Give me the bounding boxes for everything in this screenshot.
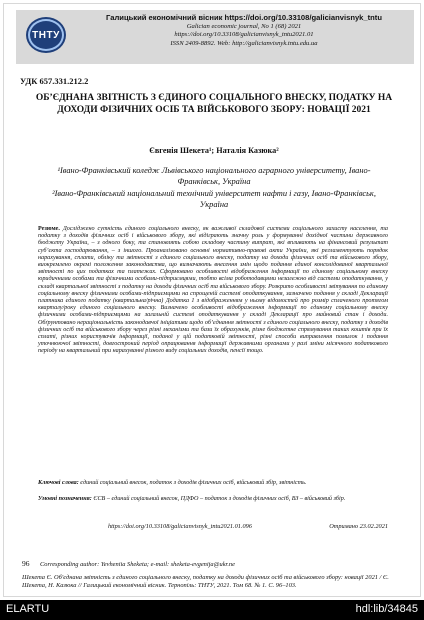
archive-stamp-bar [0,600,424,620]
handle-id[interactable]: hdl:lib/34845 [355,603,418,615]
keywords-label: Ключові слова: [38,480,79,486]
abstract-label: Резюме. [38,226,60,232]
repository-name: ELARTU [6,603,50,615]
journal-logo [26,17,66,53]
journal-info [79,13,409,48]
authors: Євгенія Шекета¹; Наталія Казюка² [149,146,279,155]
page-number: 96 [22,559,30,568]
article-doi[interactable]: https://doi.org/10.33108/galicianvisnyk_tntu2021.01.096 [108,523,252,530]
abstract-text: Досліджено сутність єдиного соціального внеску, як важливої складової системи соціального захисту населення, та податку з доходів фізичних осіб і військового збору, які відіграють значну роль у формуванні дохідної частини державного бюджету України, – з одного боку, та становлять собою складову частину витрат, які впливають на фінансовий результат суб’єкта господарювання, – з іншого. Проаналізовано основні нормативно-правові акти України, які регламентують порядок нарахування, сплати, обліку та звітності з єдиного соціального внеску, податку на доходи фізичних осіб та військового збору, виокремлено окремі положення законодавства, що визначають внесення змін щодо подання єдиної консолідованої квартальної звітності по цих податках та платежах. Сформовано особливості відображення інформації по єдиному соціальному внеску юридичними особами та фізичними особами-підприємцями, тобто всіма роботодавцями незалежно від системи оподаткування, у складі квартальної звітності з податку на доходи фізичних осіб та військового збору. Розкрито особливості звітування по єдиному соціальному внеску фізичними особами-підприємцями на спрощеній системі оподаткування, зазначено подання у складі Декларації платника єдиного податку (квартальна/річна) Додатка 1 з відображенням у ньому відомостей про розмір сплаченого протягом кварталу/року єдиного соціального внеску. Визначено особливості відображення інформації по єдиному соціальному внеску фізичними особами-підприємцями на загальній системі оподаткування у складі Декларації про майновий стан і доходи. Обґрунтовано нераціональність законодавчої ініціативи щодо об’єднання звітності з єдиного соціального внеску, податку з доходів фізичних осіб та військового збору через різні механізми та бази їх обрахунків, різне бюджетне спрямування таких коштів при їх сплаті, різних користувачів інформації, поданої у цій податковій звітності, різні способи виправлення помилок і подання уточнюючої звітності, довгострокий період опрацювання інформації державними органами у разі зміни місячного податкового періоду на квартальний при нарахуванні різного виду соціальних доходів, пенсії тощо. [38,226,388,355]
logo-text: ТНТУ [32,29,60,41]
udk-code: УДК 657.331.212.2 [20,76,89,86]
citation: Шекета Є. Об'єднана звітність з єдиного соціального внеску, податку на доходи фізичних осіб та військового збору: новації 2021 / Є. Шекета, Н. Казюка // Галицький економічний вісник. Тернопіль: ТНТУ, 2021. Том 68. № 1. С. 96–103. [22,574,389,589]
affiliation-1: ¹Івано-Франківський коледж Львівського національного аграрного університету, Івано-Франківськ, Україна [57,166,371,186]
corresponding-author: Corresponding author: Yevheniia Sheketa; e-mail: sheketa-evgenija@ukr.ne [40,561,235,568]
issue-doi[interactable]: https://doi.org/10.33108/galicianvisnyk_tntu2021.01 [174,31,314,39]
keywords-text: єдиний соціальний внесок, податок з доходів фізичних осіб, військовий збір, звітність. [78,480,307,486]
paper-title: ОБ’ЄДНАНА ЗВІТНІСТЬ З ЄДИНОГО СОЦІАЛЬНОГО ВНЕСКУ, ПОДАТКУ НА ДОХОДИ ФІЗИЧНИХ ОСІБ ТА ВІЙСЬКОВОГО ЗБОРУ: НОВАЦІЇ 2021 [35,93,393,115]
issn-line: ISSN 2409-8892. Web: http://galicianvisnyk.tntu.edu.ua [170,39,318,47]
journal-title-uk: Галицький економічний вісник https://doi.org/10.33108/galicianvisnyk_tntu [106,13,382,22]
paper-page [3,3,421,597]
abbreviations [38,496,388,503]
journal-header [16,10,414,64]
abstract [38,226,388,356]
journal-title-en: Galician economic journal, No 1 (68) 2021 [186,22,302,30]
abbrev-label: Умовні позначення: [38,496,92,502]
affiliation-2: ²Івано-Франківський національний технічний університет нафти і газу, Івано-Франківськ, Україна [52,189,376,209]
abbrev-text: ЄСВ – єдиний соціальний внесок, ПДФО – податок з доходів фізичних осіб, ВЗ – військовий збір. [91,496,346,502]
keywords [38,480,388,487]
received-date: Отримано 23.02.2021 [329,523,388,530]
